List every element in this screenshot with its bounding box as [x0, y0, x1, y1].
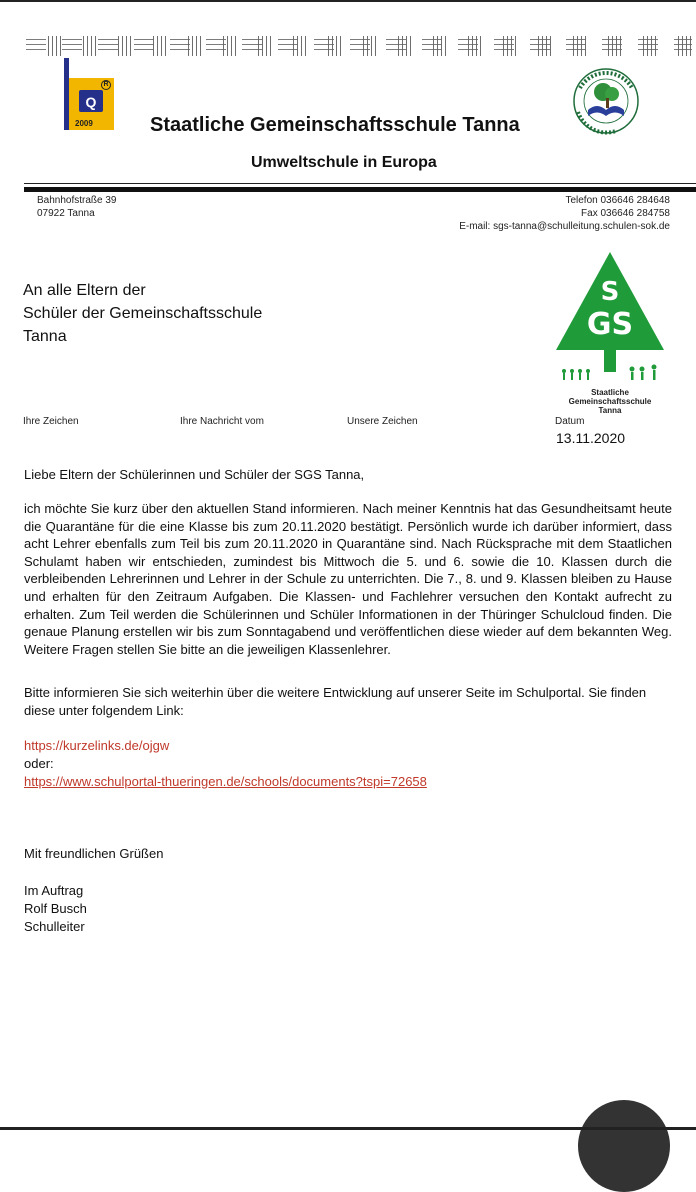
header-barcode-lines [26, 38, 692, 54]
recipient-line-3: Tanna [23, 328, 67, 345]
quality-q-logo [64, 78, 114, 130]
ref-unsere-zeichen: Unsere Zeichen [347, 416, 418, 427]
contact-phone: Telefon 036646 284648 [565, 195, 670, 206]
umweltschule-europa-logo [566, 66, 646, 136]
letter-oder: oder: [24, 756, 54, 771]
letter-salutation: Liebe Eltern der Schülerinnen und Schüler der SGS Tanna, [24, 467, 365, 482]
recipient-block [23, 279, 262, 348]
recipient-line-1: An alle Eltern der [23, 282, 146, 299]
signature-title: Schulleiter [24, 919, 85, 934]
registered-mark: R [101, 80, 111, 90]
floating-action-button[interactable] [578, 1100, 670, 1192]
quality-logo-stem [64, 58, 69, 78]
school-address [37, 194, 117, 220]
q-letter: Q [79, 90, 103, 112]
link-schulportal[interactable]: https://www.schulportal-thueringen.de/schools/documents?tspi=72658 [24, 774, 427, 789]
signature-im-auftrag: Im Auftrag [24, 883, 84, 898]
school-contact [459, 194, 670, 233]
letter-closing: Mit freundlichen Grüßen [24, 846, 164, 861]
sgs-logo-caption [555, 388, 665, 415]
link-kurzelinks[interactable]: https://kurzelinks.de/ojgw [24, 738, 170, 753]
top-edge-line [0, 0, 696, 2]
address-city: 07922 Tanna [37, 208, 95, 219]
sgs-caption-line-1: Staatliche [591, 388, 629, 397]
svg-text:S: S [600, 277, 620, 307]
sgs-caption-line-2: Gemeinschaftsschule [568, 397, 652, 406]
sgs-tree-logo [552, 250, 668, 386]
letter-paragraph-2: Bitte informieren Sie sich weiterhin über die weitere Entwicklung auf unserer Seite im Schulportal. Sie finden diese unter folgendem Link: [24, 685, 647, 718]
sgs-caption-line-3: Tanna [598, 406, 622, 415]
svg-text:GS: GS [586, 307, 634, 342]
q-logo-year: 2009 [75, 119, 93, 128]
address-street: Bahnhofstraße 39 [37, 195, 117, 206]
letter-date: 13.11.2020 [556, 430, 626, 446]
signature-name: Rolf Busch [24, 901, 87, 916]
ref-datum-label: Datum [555, 416, 585, 427]
recipient-line-2: Schüler der Gemeinschaftsschule [23, 305, 263, 322]
letter-paragraph-1: ich möchte Sie kurz über den aktuellen Stand informieren. Nach meiner Kenntnis hat das Gesundheitsamt heute die Quarantäne für die eine Klasse bis zum 20.11.2020 bestätigt. Persönlich wurde ich darüber informiert, dass acht Lehrer ebenfalls zum Teil bis zum 20.11.2020 in Quarantäne sind. Nach Rücksprache mit dem Staatlichen Schulamt haben wir entschieden, zumindest bis Mittwoch die 5. und 6. sowie die 10. Klassen durch die verbleibenden Lehrerinnen und Lehrer in der Schule zu unterrichten. Die 7., 8. und 9. Klassen bleiben zu Hause und erhalten für den Zeitraum Aufgaben. Die Klassen- und Fachlehrer versuchen den Kontakt aufrecht zu erhalten. Zum Teil werden die Schülerinnen und Schüler Informationen in der Thüringer Schulcloud finden. Die genaue Planung erstellen wir bis zum Sonntagabend und veröffentlichen diese wieder auf dem bekannten Weg. Weitere Fragen stellen Sie bitte an die jeweiligen Klassenlehrer. [24, 501, 672, 657]
school-subtitle: Umweltschule in Europa [251, 154, 437, 171]
ref-ihre-zeichen: Ihre Zeichen [23, 416, 79, 427]
contact-fax: Fax 036646 284758 [581, 208, 670, 219]
ref-ihre-nachricht: Ihre Nachricht vom [180, 416, 264, 427]
contact-email: E-mail: sgs-tanna@schulleitung.schulen-sok.de [459, 221, 670, 232]
header-rule-thin [24, 183, 696, 184]
school-name: Staatliche Gemeinschaftsschule Tanna [150, 114, 520, 136]
header-rule-thick [24, 187, 696, 192]
